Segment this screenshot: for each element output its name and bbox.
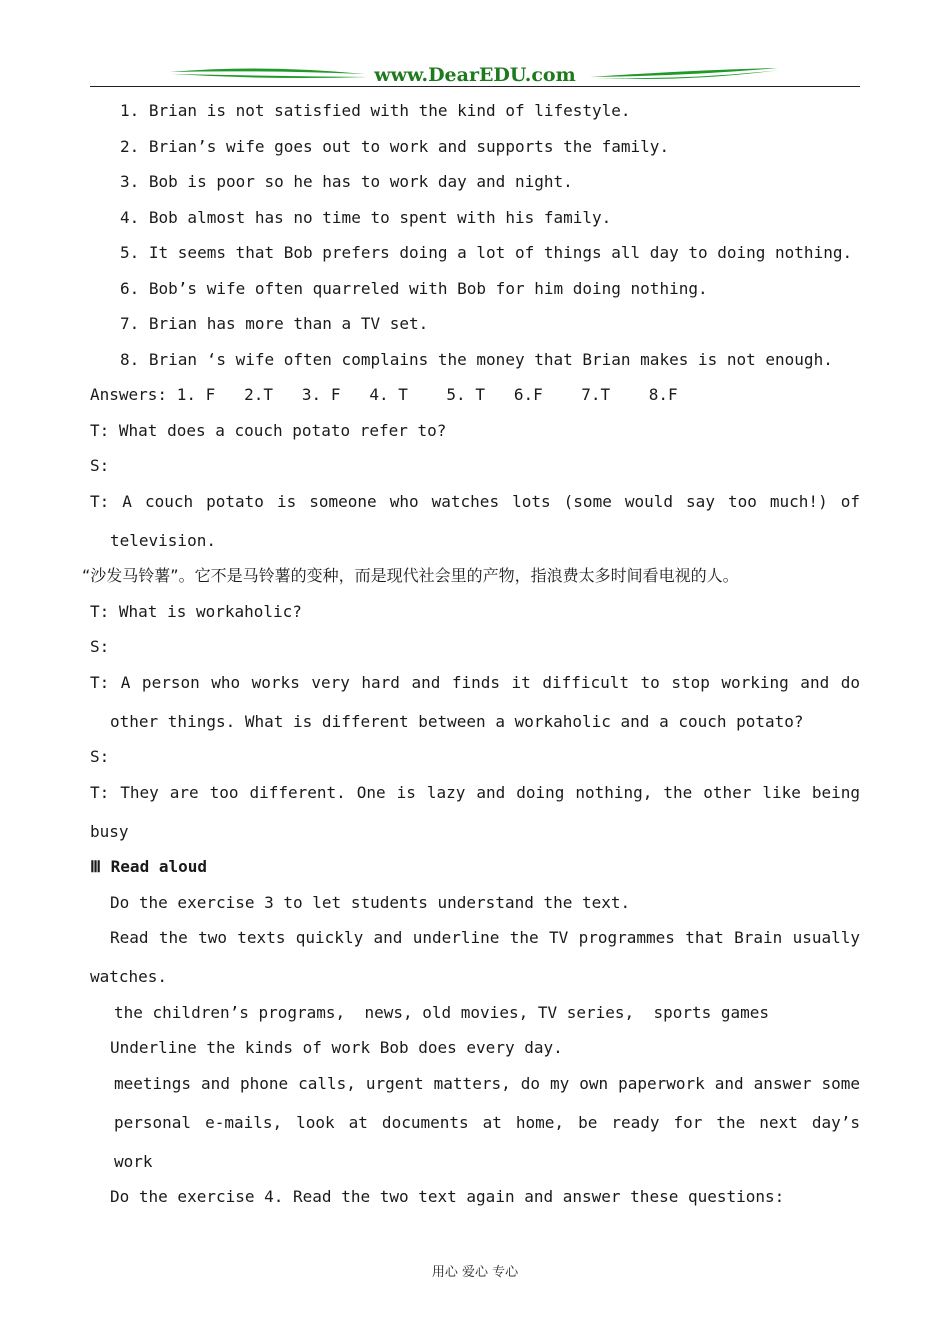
tf-statement-4: 4. Bob almost has no time to spent with his family. xyxy=(120,207,612,227)
section-heading: Ⅲ Read aloud xyxy=(90,857,207,876)
exercise-4-instruction: Do the exercise 4. Read the two text again and answer these questions: xyxy=(110,1187,785,1206)
teacher-answer-2-line-a: T: A person who works very hard and finds it difficult to stop working and do xyxy=(90,672,860,692)
teacher-answer-1-line-a: T: A couch potato is someone who watches lots (some would say too much!) of xyxy=(90,491,860,511)
teacher-question-2: T: What is workaholic? xyxy=(90,601,302,621)
work-list-line-b: personal e-mails, look at documents at home, be ready for the next day’s xyxy=(114,1112,860,1132)
read-instruction-line-a: Read the two texts quickly and underline the TV programmes that Brain usually xyxy=(110,928,860,947)
site-url: www.DearEDU.com xyxy=(374,64,576,86)
tf-statement-8: 8. Brian ‘s wife often complains the money that Brian makes is not enough. xyxy=(120,349,833,369)
page-footer: 用心 爱心 专心 xyxy=(431,1265,519,1280)
student-reply-1: S: xyxy=(90,456,110,475)
tf-statement-7: 7. Brian has more than a TV set. xyxy=(120,314,429,333)
teacher-answer-1-line-b: television. xyxy=(110,530,216,550)
work-list-line-a: meetings and phone calls, urgent matters, do my own paperwork and answer some xyxy=(114,1073,860,1093)
teacher-answer-3 xyxy=(90,781,860,843)
work-list xyxy=(90,1072,860,1173)
underline-instruction: Underline the kinds of work Bob does every day. xyxy=(110,1038,563,1057)
chinese-explanation: “沙发马铃薯”。它不是马铃薯的变种，而是现代社会里的产物，指浪费太多时间看电视的人。 xyxy=(82,566,739,585)
work-list-line-c: work xyxy=(114,1151,153,1171)
answers-line: Answers: 1. F 2.T 3. F 4. T 5. T 6.F 7.T 8.F xyxy=(90,385,678,404)
document-body xyxy=(82,99,860,1221)
tv-programmes-list: the children’s programs, news, old movies, TV series, sports games xyxy=(114,1002,770,1022)
student-reply-2: S: xyxy=(90,637,110,656)
header-rule xyxy=(90,86,860,87)
teacher-answer-2 xyxy=(90,671,860,733)
tf-statement-3: 3. Bob is poor so he has to work day and night. xyxy=(120,172,573,191)
teacher-answer-3-line-b: busy xyxy=(90,821,129,841)
tf-statement-1: 1. Brian is not satisfied with the kind of lifestyle. xyxy=(120,101,631,120)
student-reply-3: S: xyxy=(90,747,110,766)
tf-statement-6: 6. Bob’s wife often quarreled with Bob for him doing nothing. xyxy=(120,278,708,298)
read-instruction-line-b: watches. xyxy=(90,967,168,986)
read-instruction xyxy=(90,926,860,988)
teacher-question-1: T: What does a couch potato refer to? xyxy=(90,420,447,440)
teacher-answer-2-line-b: other things. What is different between a workaholic and a couch potato? xyxy=(110,711,804,731)
tf-statement-2: 2. Brian’s wife goes out to work and supports the family. xyxy=(120,136,670,156)
teacher-answer-1 xyxy=(90,490,860,552)
teacher-answer-3-line-a: T: They are too different. One is lazy and doing nothing, the other like being xyxy=(90,782,860,802)
tf-statement-5: 5. It seems that Bob prefers doing a lot of things all day to doing nothing. xyxy=(120,243,853,262)
exercise-3-instruction: Do the exercise 3 to let students understand the text. xyxy=(110,892,631,912)
